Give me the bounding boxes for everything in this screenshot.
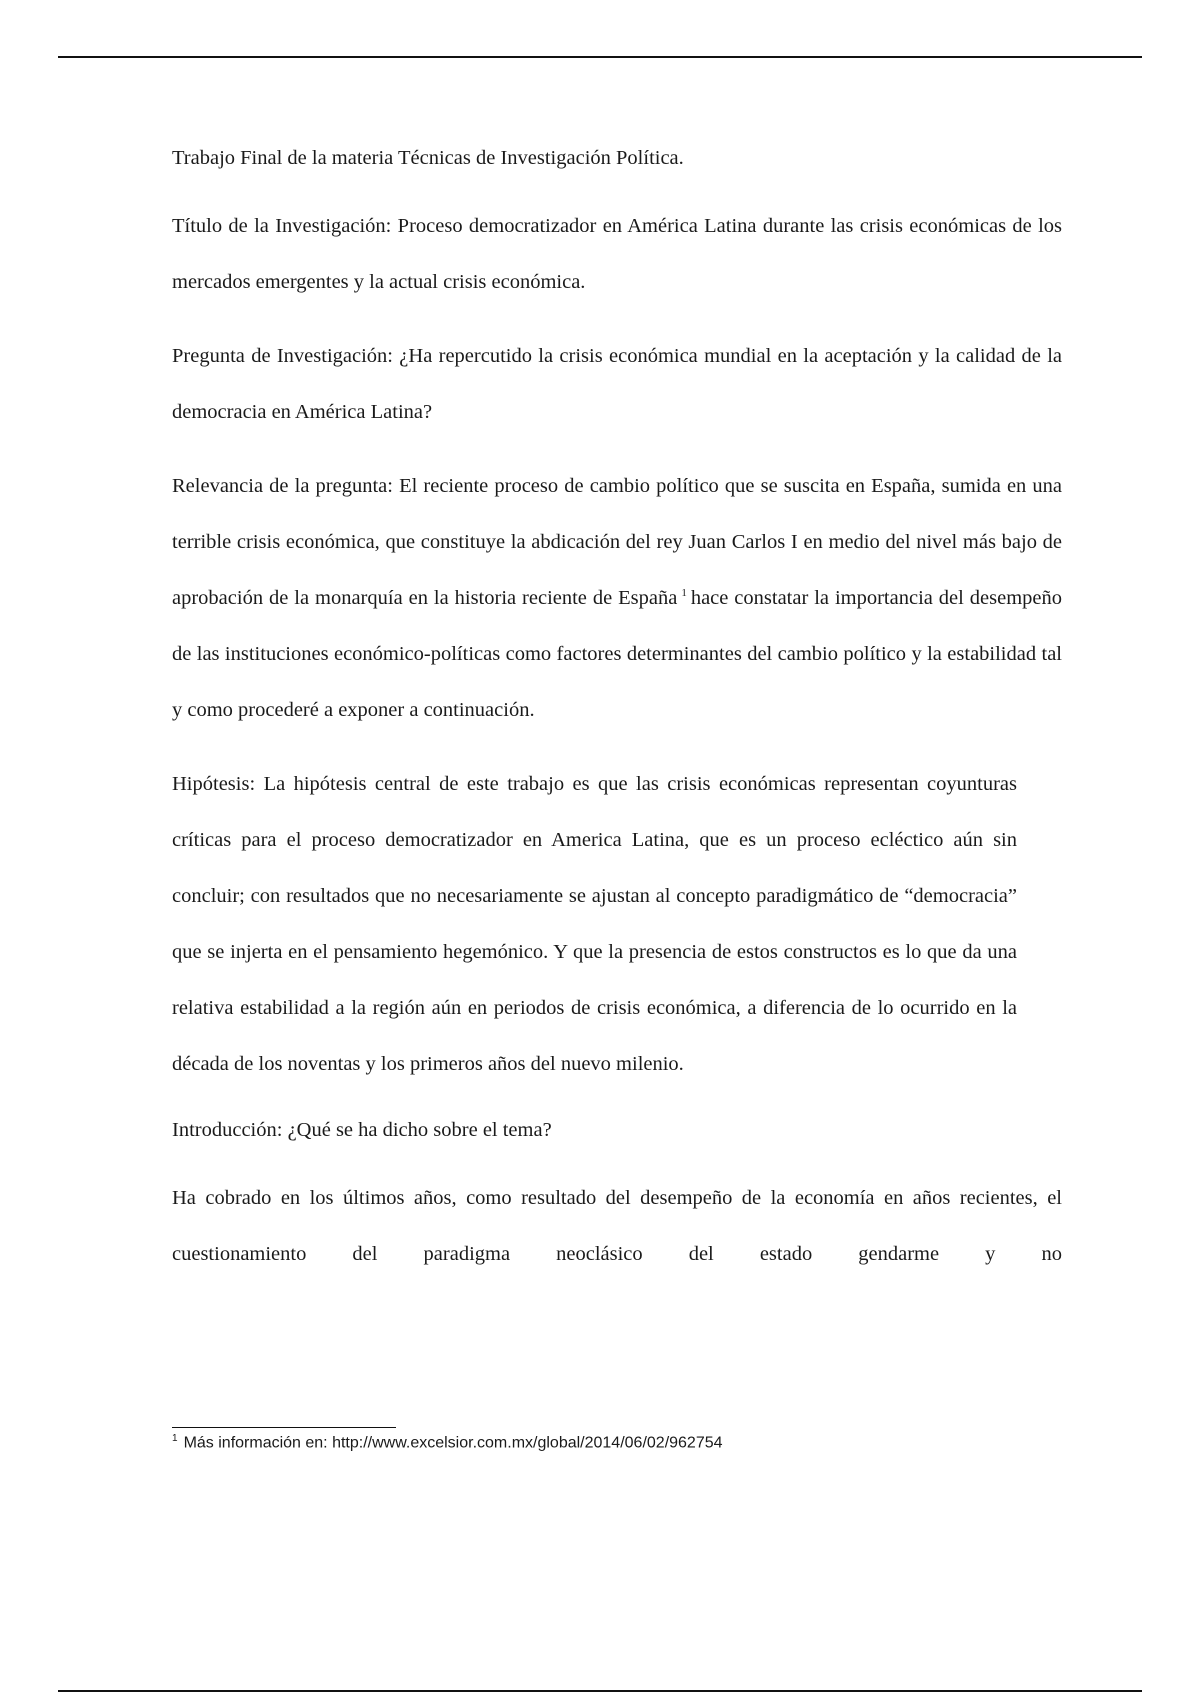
research-question: Pregunta de Investigación: ¿Ha repercutido la crisis económica mundial en la aceptación y la calidad de la democracia en América Latina? [172,345,1062,423]
relevance-paragraph [172,458,1062,738]
footnote [172,1433,723,1452]
relevance-text-end: hace constatar la importancia del desempeño de las instituciones económico-políticas como factores determinantes del cambio político y la estabilidad tal y como procederé a exponer a continuación. [172,587,1062,721]
research-title: Título de la Investigación: Proceso democratizador en América Latina durante las crisis económicas de los mercados emergentes y la actual crisis económica. [172,215,1062,293]
introduction-heading: Introducción: ¿Qué se ha dicho sobre el tema? [172,1119,552,1141]
page-body [172,138,1062,1282]
introduction-paragraph: Ha cobrado en los últimos años, como resultado del desempeño de la economía en años recientes, el cuestionamiento del paradigma neoclásico del estado gendarme y no [172,1187,1062,1265]
footnote-number: 1 [172,1433,178,1444]
footer-rule [58,1690,1142,1692]
footnote-text: Más información en: http://www.excelsior.com.mx/global/2014/06/02/962754 [183,1434,723,1452]
footnote-reference[interactable]: 1 [681,587,687,600]
relevance-text-start: Relevancia de la pregunta: El reciente proceso de cambio político que se suscita en España, sumida en una terrible crisis económica, que constituye la abdicación del rey Juan Carlos I en medio del nivel más bajo de aprobación de la monarquía en la historia reciente de España [172,475,1062,609]
footnote-separator [172,1427,396,1428]
hypothesis-paragraph: Hipótesis: La hipótesis central de este trabajo es que las crisis económicas representan coyunturas críticas para el proceso democratizador en America Latina, que es un proceso ecléctico aún sin concluir; con resultados que no necesariamente se ajustan al concepto paradigmático de “democracia” que se injerta en el pensamiento hegemónico. Y que la presencia de estos constructos es lo que da una relativa estabilidad a la región aún en periodos de crisis económica, a diferencia de lo ocurrido en la década de los noventas y los primeros años del nuevo milenio. [172,773,1017,1075]
document-title-line: Trabajo Final de la materia Técnicas de Investigación Política. [172,147,684,169]
header-rule [58,56,1142,58]
